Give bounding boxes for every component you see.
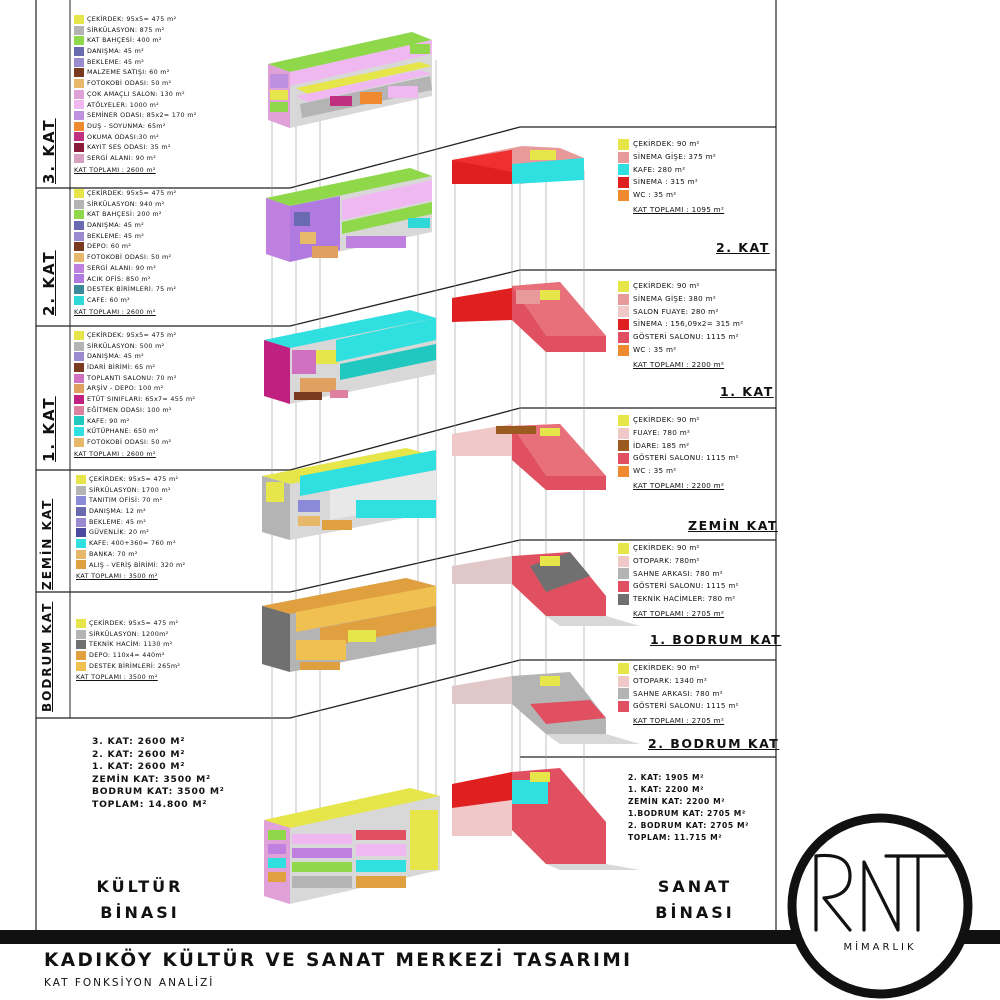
floor-total: KAT TOPLAMI : 2600 m² xyxy=(74,307,156,316)
legend-text: BEKLEME: 45 m² xyxy=(87,231,145,240)
legend-item xyxy=(74,394,195,405)
legend-item xyxy=(76,538,185,549)
sanat-summary-line: 1. KAT: 2200 M² xyxy=(628,785,705,794)
legend-text: DEPO: 110x4= 440m² xyxy=(89,651,165,660)
legend-item xyxy=(74,153,197,164)
kultur-summary-line: 1. KAT: 2600 M² xyxy=(92,761,186,773)
legend-text: DESTEK BİRİMLERİ: 265m² xyxy=(89,661,181,670)
legend-swatch xyxy=(618,319,629,330)
legend-text: ÇEKİRDEK: 90 m² xyxy=(633,415,700,424)
legend-swatch xyxy=(74,200,84,209)
legend-item xyxy=(74,132,197,143)
legend-swatch xyxy=(74,352,84,361)
sanat-building-name xyxy=(640,874,750,926)
legend-swatch xyxy=(74,100,84,109)
legend-swatch xyxy=(74,143,84,152)
legend-item xyxy=(74,14,197,25)
legend-item xyxy=(74,57,197,68)
legend-swatch xyxy=(618,688,629,699)
legend-swatch xyxy=(618,581,629,592)
sanat-summary-line: ZEMİN KAT: 2200 M² xyxy=(628,797,726,806)
legend-item xyxy=(76,650,180,661)
legend-text: WC : 35 m² xyxy=(633,344,677,354)
kultur-summary-line: 2. KAT: 2600 M² xyxy=(92,748,186,760)
legend-text: DANIŞMA: 12 m² xyxy=(89,507,147,516)
legend-text: DEPO: 60 m² xyxy=(87,242,132,251)
legend-swatch xyxy=(76,560,86,569)
legend-swatch xyxy=(618,332,629,343)
legend-item xyxy=(618,580,739,593)
legend-item xyxy=(618,555,739,568)
legend-swatch xyxy=(74,427,84,436)
kultur-name-line2: BİNASI xyxy=(100,903,180,922)
legend-swatch xyxy=(74,15,84,24)
legend-item xyxy=(618,331,743,344)
kultur-summary-line: BODRUM KAT: 3500 M² xyxy=(92,786,225,798)
legend-swatch xyxy=(74,68,84,77)
legend-swatch xyxy=(74,438,84,447)
legend-swatch xyxy=(74,210,84,219)
legend-text: ÇEKİRDEK: 95x5= 475 m² xyxy=(87,189,177,197)
legend-swatch xyxy=(74,154,84,163)
legend-swatch xyxy=(618,556,629,567)
legend-item xyxy=(76,527,185,538)
sanat-summary xyxy=(628,772,749,844)
kultur-summary-line: TOPLAM: 14.800 M² xyxy=(92,798,208,810)
legend-item xyxy=(74,142,197,153)
legend-item xyxy=(74,241,176,252)
legend-text: TEKNİK HACİMLER: 780 m² xyxy=(633,594,736,604)
legend-text: ALIŞ - VERİŞ BİRİMİ: 320 m² xyxy=(89,560,186,569)
legend-text: İDARİ BİRİMİ: 65 m² xyxy=(87,363,156,372)
legend-text: ÇOK AMAÇLI SALON: 130 m² xyxy=(87,89,185,98)
legend-text: SEMİNER ODASI: 85x2= 170 m² xyxy=(87,111,197,120)
sanat-name-line2: BİNASI xyxy=(655,903,735,922)
legend-text: ÇEKİRDEK: 90 m² xyxy=(633,139,700,148)
legend-item xyxy=(74,426,195,437)
floor-total: KAT TOPLAMI : 2705 m² xyxy=(633,608,725,618)
legend-text: ÇEKİRDEK: 95x5= 475 m² xyxy=(87,15,177,23)
legend-text: SİNEMA GİŞE: 380 m² xyxy=(633,293,717,303)
legend-swatch xyxy=(618,466,629,477)
sanat-1-bodrum-block xyxy=(452,552,640,626)
sanat-stack-block xyxy=(452,768,640,870)
legend-item xyxy=(618,189,724,202)
kultur-zemin-kat-block xyxy=(262,448,436,540)
legend-swatch xyxy=(74,296,84,305)
kultur-2-kat-block xyxy=(266,168,432,262)
legend-text: SİRKÜLASYON: 940 m² xyxy=(87,199,165,208)
legend-swatch xyxy=(76,496,86,505)
logo-text: MİMARLIK xyxy=(843,942,917,953)
legend-item xyxy=(76,549,185,560)
legend-item xyxy=(74,231,176,242)
legend-text: ARŞİV - DEPO: 100 m² xyxy=(87,384,164,393)
legend-swatch xyxy=(618,139,629,150)
legend-text: GÖSTERİ SALONU: 1115 m² xyxy=(633,332,739,342)
legend-swatch xyxy=(74,285,84,294)
legend-item xyxy=(618,414,739,427)
legend-swatch xyxy=(618,177,629,188)
legend-swatch xyxy=(74,111,84,120)
legend-item xyxy=(618,151,724,164)
legend-item xyxy=(618,344,743,357)
legend-text: FOTOKOBİ ODASI: 50 m² xyxy=(87,437,172,446)
legend-swatch xyxy=(74,47,84,56)
legend-item xyxy=(618,176,724,189)
legend-item xyxy=(74,46,197,57)
legend-text: ÇEKİRDEK: 90 m² xyxy=(633,663,700,672)
legend-swatch xyxy=(74,331,84,340)
floor-total: KAT TOPLAMI : 1095 m² xyxy=(633,204,725,214)
sanat-floor-label: ZEMİN KAT xyxy=(688,518,778,533)
legend-text: FOTOKOBİ ODASI: 50 m² xyxy=(87,253,172,262)
kultur-floor-label: 1. KAT xyxy=(40,396,58,462)
legend-item xyxy=(74,252,176,263)
legend-swatch xyxy=(74,79,84,88)
legend-item xyxy=(74,405,195,416)
legend-swatch xyxy=(618,164,629,175)
floor-total: KAT TOPLAMI : 3500 m² xyxy=(76,572,158,581)
legend-item xyxy=(618,138,724,151)
legend-text: ÇEKİRDEK: 95x5= 475 m² xyxy=(87,331,177,339)
legend-swatch xyxy=(76,550,86,559)
legend-text: ACIK OFİS: 850 m² xyxy=(87,274,151,283)
floor-total: KAT TOPLAMI : 2600 m² xyxy=(74,449,156,458)
legend-text: ÇEKİRDEK: 90 m² xyxy=(633,543,700,552)
legend-text: DUŞ - SOYUNMA: 65m² xyxy=(87,121,166,130)
legend-item xyxy=(74,67,197,78)
legend-text: ÇEKİRDEK: 90 m² xyxy=(633,281,700,290)
legend-swatch xyxy=(74,274,84,283)
legend-swatch xyxy=(74,363,84,372)
legend-swatch xyxy=(76,507,86,516)
legend-item xyxy=(74,188,176,199)
legend-text: KAT BAHÇESİ: 200 m² xyxy=(87,210,162,219)
sanat-zemin-kat-block xyxy=(452,424,606,490)
legend-item xyxy=(76,517,185,528)
legend-item xyxy=(74,295,176,306)
legend-item xyxy=(618,306,743,319)
legend-swatch xyxy=(618,594,629,605)
legend-text: OTOPARK: 780m² xyxy=(633,555,700,565)
legend-item xyxy=(76,618,180,629)
legend-swatch xyxy=(618,190,629,201)
legend-item xyxy=(618,440,739,453)
legend-swatch xyxy=(74,384,84,393)
legend-item xyxy=(618,293,743,306)
kultur-summary-line: 3. KAT: 2600 M² xyxy=(92,736,186,747)
legend-text: WC : 35 m² xyxy=(633,190,677,200)
sanat-floor-label: 2. KAT xyxy=(716,240,770,255)
sanat-1-kat-block xyxy=(452,282,606,352)
legend-swatch xyxy=(618,440,629,451)
legend-text: SİRKÜLASYON: 500 m² xyxy=(87,341,165,350)
legend-swatch xyxy=(76,630,86,639)
sanat-floor-label: 1. BODRUM KAT xyxy=(650,632,782,647)
legend-item xyxy=(74,35,197,46)
legend-swatch xyxy=(74,342,84,351)
floor-total: KAT TOPLAMI : 3500 m² xyxy=(76,673,158,682)
legend-swatch xyxy=(618,415,629,426)
legend-text: BEKLEME: 45 m² xyxy=(87,57,145,66)
legend-text: DANIŞMA: 45 m² xyxy=(87,47,145,56)
legend-text: OTOPARK: 1340 m² xyxy=(633,675,708,685)
legend-text: ETÜT SINIFLARI: 65x7= 455 m² xyxy=(87,395,196,404)
legend-item xyxy=(74,263,176,274)
sanat-2-bodrum-block xyxy=(452,672,640,744)
legend-text: KAFE: 90 m² xyxy=(87,416,130,425)
legend-swatch xyxy=(74,221,84,230)
legend-text: SİNEMA : 315 m² xyxy=(633,177,699,187)
legend-text: SERGİ ALANI: 90 m² xyxy=(87,153,157,162)
legend-swatch xyxy=(74,374,84,383)
legend-text: MALZEME SATIŞI: 60 m² xyxy=(87,68,170,77)
legend-item xyxy=(74,362,195,373)
legend-swatch xyxy=(74,253,84,262)
legend-swatch xyxy=(618,543,629,554)
legend-item xyxy=(76,661,180,672)
legend-text: SİNEMA GİŞE: 375 m² xyxy=(633,151,717,161)
kultur-1-kat-block xyxy=(264,310,436,404)
legend-swatch xyxy=(76,518,86,527)
legend-item xyxy=(76,629,180,640)
legend-text: GÖSTERİ SALONU: 1115 m² xyxy=(633,701,739,711)
legend-swatch xyxy=(76,528,86,537)
legend-item xyxy=(76,495,185,506)
legend-text: GÖSTERİ SALONU: 1115 m² xyxy=(633,581,739,591)
kultur-stack-block xyxy=(264,788,440,904)
legend-text: SALON FUAYE: 280 m² xyxy=(633,306,719,316)
legend-text: DANIŞMA: 45 m² xyxy=(87,352,145,361)
legend-item xyxy=(74,78,197,89)
sanat-2-kat-block xyxy=(452,146,584,184)
legend-item xyxy=(74,199,176,210)
legend-text: FUAYE: 780 m² xyxy=(633,427,691,437)
page-title: KADIKÖY KÜLTÜR VE SANAT MERKEZİ TASARIMI xyxy=(44,950,633,971)
sanat-summary-line: 2. BODRUM KAT: 2705 M² xyxy=(628,821,750,830)
legend-item xyxy=(76,639,180,650)
legend-item xyxy=(74,25,197,36)
legend-text: KAT BAHÇESİ: 400 m² xyxy=(87,36,162,45)
kultur-floor-label: 2. KAT xyxy=(40,250,58,316)
sanat-summary-line: 1.BODRUM KAT: 2705 M² xyxy=(628,809,746,818)
sanat-summary-line: TOPLAM: 11.715 M² xyxy=(628,833,723,842)
legend-swatch xyxy=(74,264,84,273)
legend-swatch xyxy=(618,345,629,356)
legend-swatch xyxy=(76,619,86,628)
legend-item xyxy=(76,474,185,485)
legend-text: BEKLEME: 45 m² xyxy=(89,517,147,526)
sanat-floor-label: 1. KAT xyxy=(720,384,774,399)
legend-item xyxy=(74,274,176,285)
legend-swatch xyxy=(618,306,629,317)
page-subtitle: KAT FONKSİYON ANALİZİ xyxy=(44,977,215,989)
legend-text: KAFE: 280 m² xyxy=(633,164,686,174)
legend-swatch xyxy=(74,132,84,141)
floor-total: KAT TOPLAMI : 2705 m² xyxy=(633,716,725,726)
legend-item xyxy=(76,560,185,571)
legend-swatch xyxy=(618,568,629,579)
kultur-floor-label: ZEMİN KAT xyxy=(40,498,54,590)
legend-swatch xyxy=(74,406,84,415)
legend-text: ÇEKİRDEK: 95x5= 475 m² xyxy=(89,475,179,483)
legend-item xyxy=(74,121,197,132)
legend-item xyxy=(618,542,739,555)
legend-swatch xyxy=(618,701,629,712)
legend-swatch xyxy=(76,662,86,671)
legend-swatch xyxy=(74,189,84,198)
legend-item xyxy=(618,593,739,606)
legend-text: DESTEK BİRİMLERİ: 75 m² xyxy=(87,285,177,294)
legend-item xyxy=(74,100,197,111)
legend-swatch xyxy=(618,281,629,292)
legend-item xyxy=(618,662,739,675)
legend-text: DANIŞMA: 45 m² xyxy=(87,221,145,230)
legend-item xyxy=(74,209,176,220)
legend-item xyxy=(618,700,739,713)
kultur-3-kat-block xyxy=(268,32,432,128)
legend-text: İDARE: 185 m² xyxy=(633,440,690,450)
legend-text: ÇEKİRDEK: 95x5= 475 m² xyxy=(89,619,179,627)
legend-item xyxy=(618,318,743,331)
legend-item xyxy=(74,373,195,384)
legend-swatch xyxy=(74,416,84,425)
legend-swatch xyxy=(74,90,84,99)
sanat-summary-line: 2. KAT: 1905 M² xyxy=(628,773,705,782)
sanat-name-line1: SANAT xyxy=(657,877,733,896)
legend-swatch xyxy=(618,152,629,163)
legend-swatch xyxy=(74,232,84,241)
legend-item xyxy=(74,437,195,448)
legend-item xyxy=(618,568,739,581)
legend-text: TEKNİK HACİM: 1130 m² xyxy=(89,640,173,649)
kultur-name-line1: KÜLTÜR xyxy=(96,877,184,896)
legend-swatch xyxy=(74,395,84,404)
legend-item xyxy=(74,89,197,100)
legend-text: WC : 35 m² xyxy=(633,466,677,476)
legend-item xyxy=(74,284,176,295)
legend-swatch xyxy=(76,640,86,649)
legend-item xyxy=(74,416,195,427)
legend-text: FOTOKOBİ ODASI: 50 m² xyxy=(87,79,172,88)
legend-swatch xyxy=(618,453,629,464)
legend-item xyxy=(74,351,195,362)
legend-swatch xyxy=(74,242,84,251)
legend-text: GÖSTERİ SALONU: 1115 m² xyxy=(633,453,739,463)
legend-text: SİRKÜLASYON: 875 m² xyxy=(87,25,165,34)
rnt-mimarlik-logo xyxy=(786,812,974,1000)
legend-swatch xyxy=(618,676,629,687)
legend-text: KAFE: 400+360= 760 m² xyxy=(89,539,176,548)
sanat-floor-label: 2. BODRUM KAT xyxy=(648,736,780,751)
floor-total: KAT TOPLAMI : 2200 m² xyxy=(633,359,725,369)
legend-item xyxy=(74,330,195,341)
legend-item xyxy=(618,465,739,478)
legend-text: SERGİ ALANI: 90 m² xyxy=(87,263,157,272)
legend-item xyxy=(618,280,743,293)
legend-text: CAFE: 60 m² xyxy=(87,295,130,304)
legend-item xyxy=(74,383,195,394)
legend-text: SİNEMA : 156,09x2= 315 m² xyxy=(633,319,744,329)
legend-text: EĞİTMEN ODASI: 100 m² xyxy=(87,405,172,414)
legend-text: OKUMA ODASI:30 m² xyxy=(87,132,159,141)
floor-total: KAT TOPLAMI : 2600 m² xyxy=(74,165,156,174)
legend-text: TANITIM OFİSİ: 70 m² xyxy=(89,496,163,505)
legend-text: SİRKÜLASYON: 1700 m² xyxy=(89,485,171,494)
legend-swatch xyxy=(74,36,84,45)
legend-text: KAYIT SES ODASI: 35 m² xyxy=(87,143,171,152)
legend-text: GÜVENLİK: 20 m² xyxy=(89,528,150,537)
kultur-floor-label: BODRUM KAT xyxy=(40,601,54,712)
legend-swatch xyxy=(76,475,86,484)
legend-swatch xyxy=(74,122,84,131)
kultur-summary-line: ZEMİN KAT: 3500 M² xyxy=(92,773,211,785)
legend-swatch xyxy=(618,663,629,674)
legend-item xyxy=(618,427,739,440)
legend-item xyxy=(76,506,185,517)
legend-item xyxy=(618,164,724,177)
legend-text: ATÖLYELER: 1000 m² xyxy=(87,100,159,109)
legend-text: SAHNE ARKASI: 780 m² xyxy=(633,568,723,578)
kultur-summary xyxy=(92,736,225,812)
legend-swatch xyxy=(76,539,86,548)
legend-swatch xyxy=(618,294,629,305)
legend-text: SİRKÜLASYON: 1200m² xyxy=(89,629,169,638)
legend-swatch xyxy=(76,651,86,660)
legend-item xyxy=(74,110,197,121)
legend-text: BANKA: 70 m² xyxy=(89,549,138,558)
legend-item xyxy=(618,675,739,688)
kultur-building-name xyxy=(80,874,200,926)
legend-item xyxy=(618,688,739,701)
legend-item xyxy=(74,341,195,352)
legend-text: SAHNE ARKASI: 780 m² xyxy=(633,688,723,698)
legend-swatch xyxy=(74,58,84,67)
legend-item xyxy=(76,485,185,496)
legend-item xyxy=(74,220,176,231)
legend-swatch xyxy=(618,428,629,439)
legend-swatch xyxy=(74,26,84,35)
legend-text: TOPLANTI SALONU: 70 m² xyxy=(87,373,177,382)
legend-text: KÜTÜPHANE: 650 m² xyxy=(87,427,159,436)
kultur-floor-label: 3. KAT xyxy=(40,118,58,184)
floor-total: KAT TOPLAMI : 2200 m² xyxy=(633,480,725,490)
legend-swatch xyxy=(76,486,86,495)
legend-item xyxy=(618,452,739,465)
